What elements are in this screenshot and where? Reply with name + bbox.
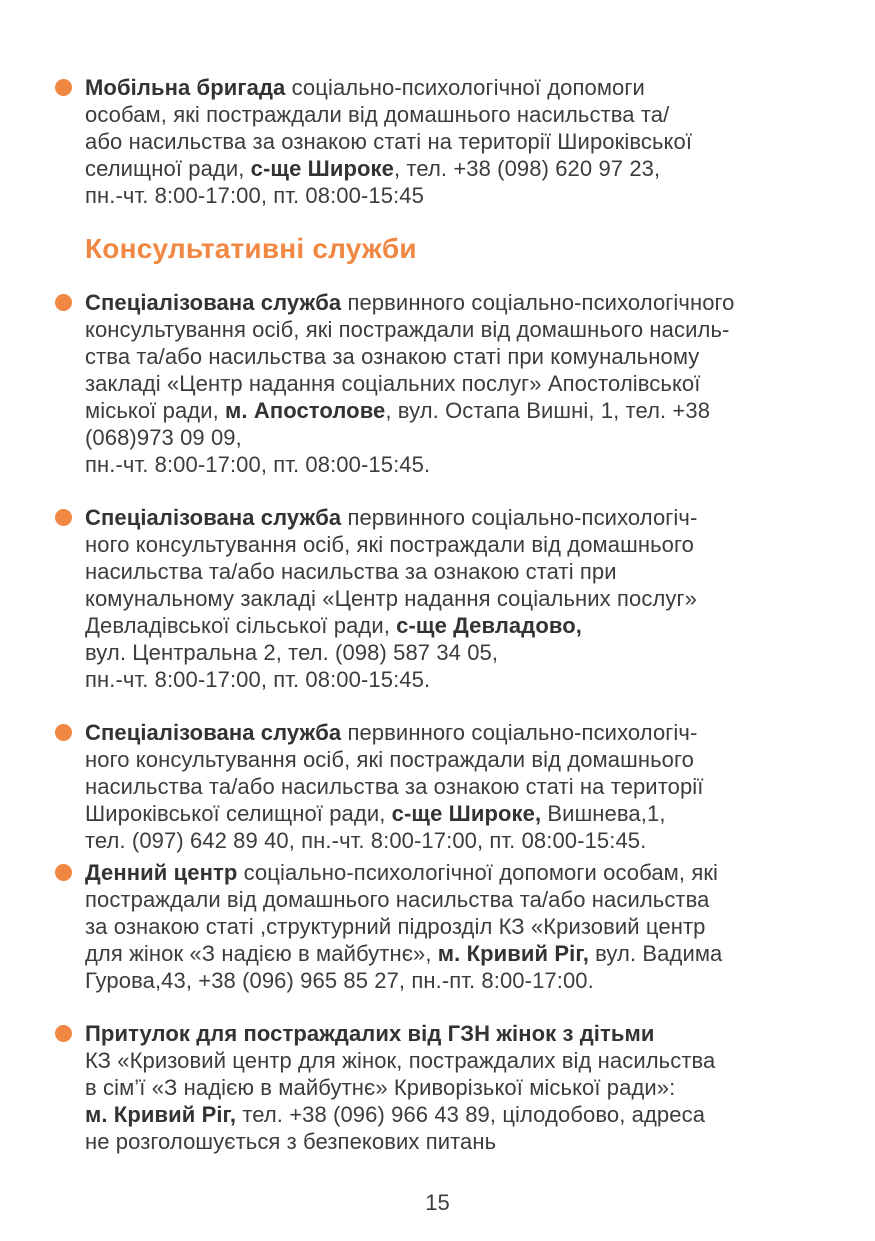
bold-text: Притулок для постраждалих від ГЗН жінок з дітьми [85, 1021, 655, 1046]
bold-text: с-ще Девладово, [396, 613, 582, 638]
list-item [55, 504, 825, 693]
bullet-icon [55, 724, 72, 741]
list-item-text [85, 289, 735, 478]
body-text: або насильства за ознакою статі на території Широківської [85, 129, 693, 154]
body-text: соціально-психологічної допомоги особам, які [237, 860, 719, 885]
body-text: Гурова,43, +38 (096) 965 85 27, пн.-пт. 8:00-17:00. [85, 968, 594, 993]
bullet-icon [55, 294, 72, 311]
body-text: ного консультування осіб, які постраждали від домашнього [85, 747, 694, 772]
page-number: 15 [425, 1190, 450, 1215]
section-heading: Консультативні служби [85, 233, 417, 264]
body-text: вул. Вадима [588, 941, 723, 966]
bold-text: Спеціалізована служба [85, 505, 342, 530]
body-text: міської ради, [85, 398, 226, 423]
list-item-text [85, 719, 704, 854]
body-text: ства та/або насильства за ознакою статі при комунальному [85, 344, 700, 369]
body-text: первинного соціально-психологіч- [341, 720, 698, 745]
bullet-icon [55, 864, 72, 881]
bold-text: м. Кривий Ріг, [85, 1102, 237, 1127]
body-text: Широківської селищної ради, [85, 801, 392, 826]
body-text: тел. (097) 642 89 40, пн.-чт. 8:00-17:00, пт. 08:00-15:45. [85, 828, 647, 853]
bold-text: Спеціалізована служба [85, 290, 342, 315]
bold-text: м. Кривий Ріг, [437, 941, 589, 966]
bold-text: с-ще Широке [250, 156, 394, 181]
body-text: за ознакою статі ,структурний підрозділ КЗ «Кризовий центр [85, 914, 706, 939]
body-text: не розголошується з безпекових питань [85, 1129, 497, 1154]
list-item-text [85, 74, 692, 209]
body-text: постраждали від домашнього насильства та/або насильства [85, 887, 710, 912]
body-text: , тел. +38 (098) 620 97 23, [394, 156, 661, 181]
body-text: насильства та/або насильства за ознакою статі при [85, 559, 617, 584]
list-item-text [85, 504, 697, 693]
body-text: соціально-психологічної допомоги [285, 75, 645, 100]
body-text: пн.-чт. 8:00-17:00, пт. 08:00-15:45 [85, 183, 424, 208]
body-text: КЗ «Кризовий центр для жінок, постраждалих від насильства [85, 1048, 716, 1073]
body-text: пн.-чт. 8:00-17:00, пт. 08:00-15:45. [85, 452, 431, 477]
list-item [55, 719, 825, 854]
bold-text: Денний центр [85, 860, 238, 885]
body-text: тел. +38 (096) 966 43 89, цілодобово, адреса [236, 1102, 706, 1127]
body-text: (068)973 09 09, [85, 425, 242, 450]
bullet-list [55, 289, 825, 1155]
list-item [55, 1020, 825, 1155]
list-item-text [85, 859, 722, 994]
bold-text: м. Апостолове [225, 398, 386, 423]
bullet-icon [55, 79, 72, 96]
bullet-icon [55, 509, 72, 526]
bold-text: Спеціалізована служба [85, 720, 342, 745]
body-text: закладі «Центр надання соціальних послуг» Апостолівської [85, 371, 701, 396]
body-text: ного консультування осіб, які постраждали від домашнього [85, 532, 694, 557]
list-item [55, 289, 825, 478]
bold-text: Мобільна бригада [85, 75, 286, 100]
list-item [55, 859, 825, 994]
body-text: особам, які постраждали від домашнього насильства та/ [85, 102, 670, 127]
body-text: вул. Центральна 2, тел. (098) 587 34 05, [85, 640, 499, 665]
body-text: Девладівської сільської ради, [85, 613, 397, 638]
body-text: первинного соціально-психологіч- [341, 505, 698, 530]
bullet-icon [55, 1025, 72, 1042]
body-text: Вишнева,1, [541, 801, 666, 826]
list-item [55, 74, 825, 209]
body-text: консультування осіб, які постраждали від домашнього насиль- [85, 317, 730, 342]
body-text: , вул. Остапа Вишні, 1, тел. +38 [385, 398, 711, 423]
body-text: первинного соціально-психологічного [341, 290, 735, 315]
body-text: селищної ради, [85, 156, 251, 181]
body-text: насильства та/або насильства за ознакою статі на території [85, 774, 704, 799]
body-text: в сім’ї «З надією в майбутнє» Криворізької міської ради»: [85, 1075, 676, 1100]
body-text: пн.-чт. 8:00-17:00, пт. 08:00-15:45. [85, 667, 431, 692]
bold-text: с-ще Широке, [391, 801, 542, 826]
body-text: комунальному закладі «Центр надання соціальних послуг» [85, 586, 697, 611]
body-text: для жінок «З надією в майбутнє», [85, 941, 438, 966]
list-item-text [85, 1020, 715, 1155]
